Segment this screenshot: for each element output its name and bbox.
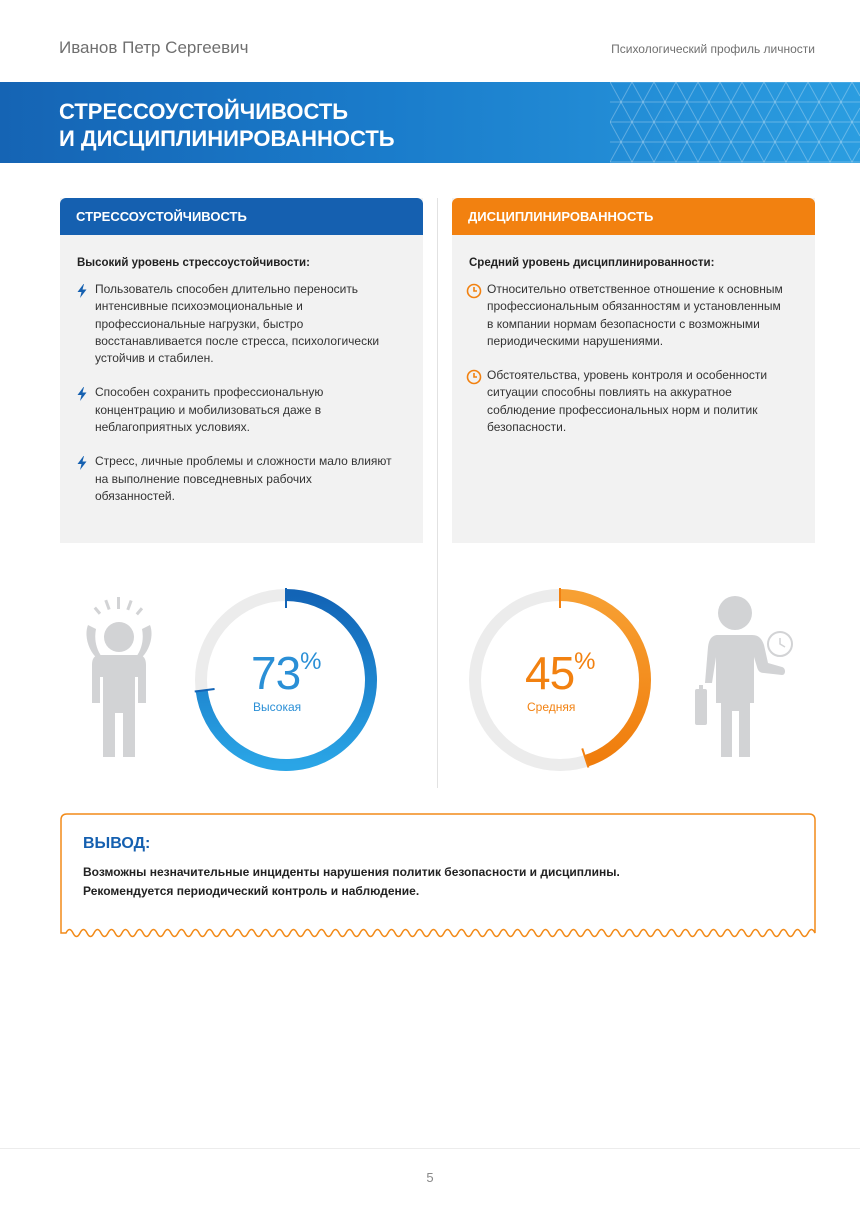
page-number: 5 — [426, 1170, 434, 1185]
page-header — [0, 0, 860, 82]
discipline-score-unit: % — [574, 648, 596, 675]
stress-bullet-list — [74, 281, 423, 505]
conclusion-title: ВЫВОД: — [83, 835, 151, 852]
discipline-score — [525, 646, 596, 700]
discipline-level-label: Средняя — [527, 700, 576, 714]
lightning-icon — [74, 283, 90, 299]
discipline-card-subheading: Средний уровень дисциплинированности: — [469, 257, 715, 269]
stress-bullet-text: Стресс, личные проблемы и сложности мало влияют на выполнение повседневных рабочих обязанностей. — [95, 454, 392, 503]
lightning-icon — [74, 386, 90, 402]
stress-card-subheading: Высокий уровень стрессоустойчивости: — [77, 257, 310, 269]
list-item — [466, 281, 786, 350]
discipline-gauge — [463, 580, 663, 780]
stress-level-label: Высокая — [253, 700, 302, 714]
clock-icon — [466, 283, 482, 299]
stress-score-unit: % — [300, 648, 322, 675]
discipline-bullet-text: Относительно ответственное отношение к основным профессиональным обязанностям и установленным в компании нормам безопасности с возможными периодическими нарушениями. — [487, 282, 783, 348]
discipline-bullet-text: Обстоятельства, уровень контроля и особенности ситуации способны повлиять на аккуратное соблюдение профессиональных норм и политик безопасности. — [487, 368, 768, 435]
list-item — [74, 384, 394, 436]
businessman-with-clock-icon — [692, 595, 794, 760]
footer-divider — [0, 1148, 860, 1149]
stress-bullet-text: Пользователь способен длительно переносить интенсивные психоэмоциональные и профессиональные нагрузки, быстро восстанавливается после стресса, психологически устойчив и стабилен. — [95, 282, 380, 366]
stress-bullet-text: Способен сохранить профессиональную концентрацию и мобилизоваться даже в неблагоприятных условиях. — [95, 385, 324, 435]
stress-card-heading: СТРЕССОУСТОЙЧИВОСТЬ — [60, 198, 423, 235]
discipline-card-heading: ДИСЦИПЛИНИРОВАННОСТЬ — [452, 198, 815, 235]
page-title-line1: СТРЕССОУСТОЙЧИВОСТЬ — [59, 99, 349, 124]
column-divider — [437, 198, 438, 788]
list-item — [466, 367, 786, 436]
conclusion-line1: Возможны незначительные инциденты нарушения политик безопасности и дисциплины. — [83, 865, 620, 879]
lightning-icon — [74, 455, 90, 471]
discipline-bullet-list — [466, 281, 815, 436]
document-title: Психологический профиль личности — [611, 42, 815, 56]
triangle-pattern-decoration — [610, 82, 860, 163]
page-title — [59, 98, 395, 152]
stressed-person-icon — [80, 595, 160, 760]
stress-score-value: 73 — [251, 647, 301, 699]
person-name: Иванов Петр Сергеевич — [59, 38, 249, 57]
list-item — [74, 281, 394, 367]
clock-icon — [466, 369, 482, 385]
discipline-card — [452, 198, 815, 543]
stress-card — [60, 198, 423, 543]
stress-score — [251, 646, 322, 700]
stress-gauge — [189, 580, 389, 780]
section-banner — [0, 82, 860, 163]
conclusion-line2: Рекомендуется периодический контроль и наблюдение. — [83, 884, 420, 898]
page-title-line2: И ДИСЦИПЛИНИРОВАННОСТЬ — [59, 126, 395, 151]
list-item — [74, 453, 394, 505]
discipline-score-value: 45 — [525, 647, 575, 699]
conclusion-text — [83, 863, 783, 901]
conclusion-box — [60, 813, 816, 941]
